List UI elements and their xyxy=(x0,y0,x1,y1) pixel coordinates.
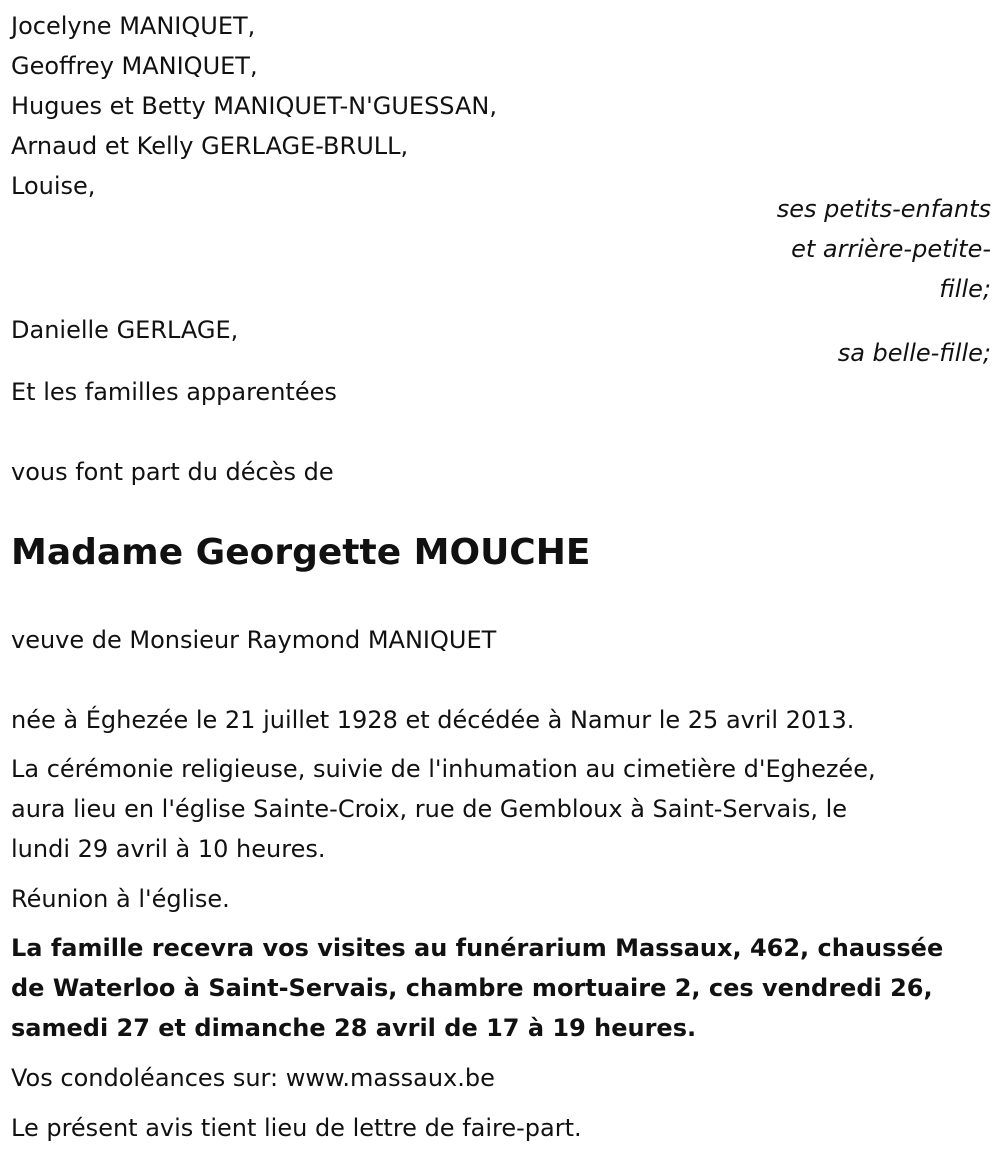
grandchildren-label-line-2: et arrière-petite- xyxy=(791,235,991,263)
daughter-in-law: Danielle GERLAGE, xyxy=(11,316,239,344)
grandchildren-label-line-3: fille; xyxy=(939,275,991,303)
announce-intro: vous font part du décès de xyxy=(11,458,334,486)
grandchildren-label-line-1: ses petits-enfants xyxy=(776,195,991,223)
family-member-5: Louise, xyxy=(11,172,96,200)
visits-line-1: La famille recevra vos visites au funérarium Massaux, 462, chaussée xyxy=(11,934,944,962)
daughter-in-law-label: sa belle-fille; xyxy=(837,339,991,367)
deceased-name: Madame Georgette MOUCHE xyxy=(11,532,591,573)
condolences: Vos condoléances sur: www.massaux.be xyxy=(11,1064,495,1092)
family-member-3: Hugues et Betty MANIQUET-N'GUESSAN, xyxy=(11,92,497,120)
family-member-4: Arnaud et Kelly GERLAGE-BRULL, xyxy=(11,132,409,160)
family-member-2: Geoffrey MANIQUET, xyxy=(11,52,258,80)
notice: Le présent avis tient lieu de lettre de faire-part. xyxy=(11,1114,582,1142)
widow-of: veuve de Monsieur Raymond MANIQUET xyxy=(11,626,497,654)
meeting: Réunion à l'église. xyxy=(11,885,230,913)
related-families: Et les familles apparentées xyxy=(11,378,337,406)
birth-death: née à Éghezée le 21 juillet 1928 et décédée à Namur le 25 avril 2013. xyxy=(11,706,855,734)
ceremony-line-3: lundi 29 avril à 10 heures. xyxy=(11,835,326,863)
ceremony-line-1: La cérémonie religieuse, suivie de l'inhumation au cimetière d'Eghezée, xyxy=(11,755,876,783)
visits-line-2: de Waterloo à Saint-Servais, chambre mortuaire 2, ces vendredi 26, xyxy=(11,974,933,1002)
family-member-1: Jocelyne MANIQUET, xyxy=(11,12,256,40)
ceremony-line-2: aura lieu en l'église Sainte-Croix, rue de Gembloux à Saint-Servais, le xyxy=(11,795,848,823)
visits-line-3: samedi 27 et dimanche 28 avril de 17 à 19 heures. xyxy=(11,1014,697,1042)
